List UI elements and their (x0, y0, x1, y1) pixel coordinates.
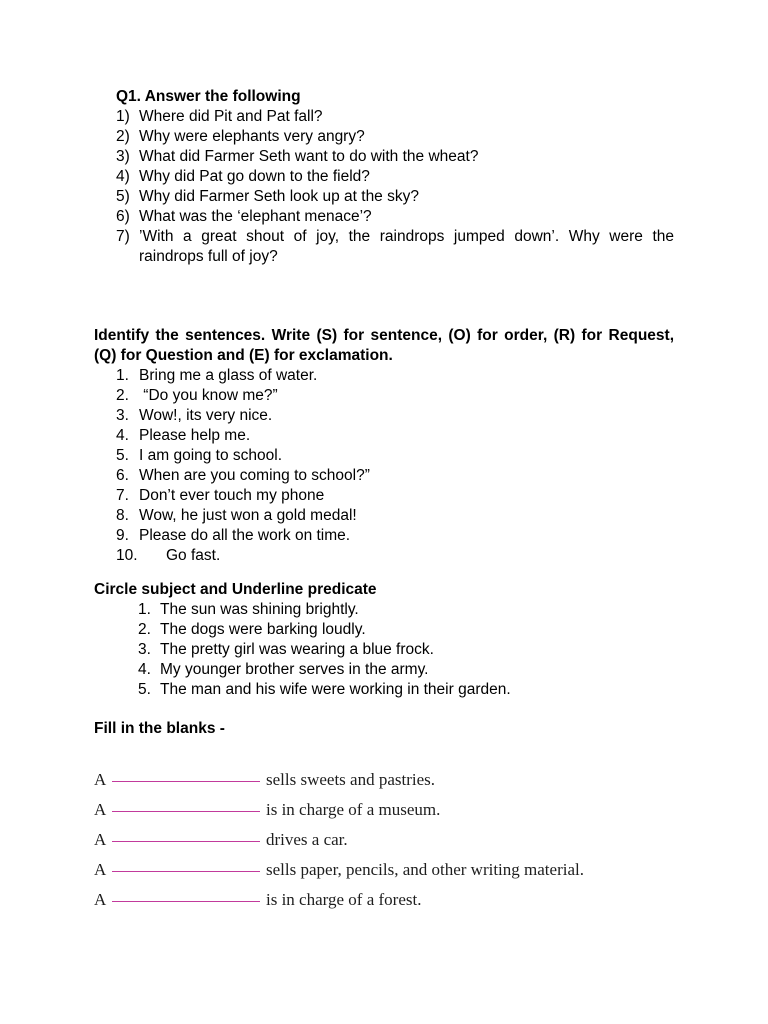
item-text: The man and his wife were working in their garden. (160, 681, 511, 698)
item-number: 5. (138, 681, 151, 698)
list-item (116, 227, 674, 267)
item-text: Wow!, its very nice. (139, 407, 273, 424)
item-text: The pretty girl was wearing a blue frock. (160, 641, 434, 658)
item-text: What did Farmer Seth want to do with the wheat? (139, 148, 479, 165)
blank-line (112, 810, 260, 812)
questions-list (116, 107, 674, 267)
item-text: sells paper, pencils, and other writing material. (266, 860, 584, 879)
item-number: 7) (116, 228, 130, 245)
item-text: “Do you know me?” (139, 387, 278, 404)
fill-item (94, 885, 694, 915)
item-number: 4. (138, 661, 151, 678)
list-item (116, 366, 674, 386)
item-text: is in charge of a museum. (266, 800, 441, 819)
list-item (116, 466, 674, 486)
questions-heading: Q1. Answer the following (116, 88, 301, 105)
list-item (116, 446, 674, 466)
item-number: 6) (116, 208, 130, 225)
item-text: Why were elephants very angry? (139, 128, 365, 145)
item-article: A (94, 890, 107, 909)
item-text: What was the ‘elephant menace’? (139, 208, 372, 225)
item-text: Bring me a glass of water. (139, 367, 318, 384)
item-text: Please help me. (139, 427, 251, 444)
item-text: I am going to school. (139, 447, 283, 464)
circle-heading: Circle subject and Underline predicate (94, 581, 377, 598)
item-text: Wow, he just won a gold medal! (139, 507, 357, 524)
item-number: 7. (116, 487, 129, 504)
identify-list (116, 366, 674, 566)
list-item (116, 486, 674, 506)
item-text: Don’t ever touch my phone (139, 487, 325, 504)
fill-list (94, 765, 694, 915)
item-number: 1) (116, 108, 130, 125)
list-item (116, 187, 674, 207)
item-text: My younger brother serves in the army. (160, 661, 429, 678)
item-number: 4. (116, 427, 129, 444)
item-number: 3. (138, 641, 151, 658)
item-article: A (94, 860, 107, 879)
circle-list (138, 600, 674, 700)
blank-line (112, 840, 260, 842)
list-item (138, 600, 674, 620)
blank-line (112, 780, 260, 782)
list-item (138, 680, 674, 700)
item-text: Why did Farmer Seth look up at the sky? (139, 188, 419, 205)
list-item (116, 207, 674, 227)
item-text: Please do all the work on time. (139, 527, 351, 544)
item-text: Why did Pat go down to the field? (139, 168, 370, 185)
blank-line (112, 900, 260, 902)
list-item (116, 127, 674, 147)
list-item (116, 167, 674, 187)
list-item (116, 546, 674, 566)
fill-heading: Fill in the blanks - (94, 720, 225, 737)
item-text: The sun was shining brightly. (160, 601, 359, 618)
list-item (116, 147, 674, 167)
item-text: Where did Pit and Pat fall? (139, 108, 323, 125)
item-article: A (94, 770, 107, 789)
item-text: When are you coming to school?” (139, 467, 370, 484)
item-number: 3. (116, 407, 129, 424)
item-number: 1. (138, 601, 151, 618)
item-text: Go fast. (166, 547, 221, 564)
blank-line (112, 870, 260, 872)
list-item (116, 526, 674, 546)
list-item (116, 406, 674, 426)
list-item (138, 620, 674, 640)
item-article: A (94, 830, 107, 849)
item-text: sells sweets and pastries. (266, 770, 436, 789)
identify-section (94, 326, 674, 566)
item-number: 3) (116, 148, 130, 165)
item-text: is in charge of a forest. (266, 890, 422, 909)
item-text: drives a car. (266, 830, 348, 849)
item-number: 1. (116, 367, 129, 384)
item-number: 2. (116, 387, 129, 404)
item-text: The dogs were barking loudly. (160, 621, 366, 638)
list-item (116, 386, 674, 406)
list-item (116, 426, 674, 446)
item-number: 4) (116, 168, 130, 185)
item-number: 5) (116, 188, 130, 205)
item-number: 10. (116, 547, 138, 564)
item-number: 6. (116, 467, 129, 484)
circle-section (94, 580, 674, 700)
item-text: ’With a great shout of joy, the raindrops jumped down’. Why were the raindrops full of joy? (139, 228, 674, 265)
item-article: A (94, 800, 107, 819)
questions-section (116, 87, 674, 267)
list-item (116, 107, 674, 127)
fill-item (94, 765, 694, 795)
identify-heading: Identify the sentences. Write (S) for sentence, (O) for order, (R) for Request, (Q) for Question and (E) for exclamation. (94, 327, 674, 364)
item-number: 8. (116, 507, 129, 524)
list-item (138, 660, 674, 680)
fill-item (94, 825, 694, 855)
list-item (138, 640, 674, 660)
list-item (116, 506, 674, 526)
fill-item (94, 795, 694, 825)
item-number: 9. (116, 527, 129, 544)
item-number: 2) (116, 128, 130, 145)
fill-item (94, 855, 694, 885)
fill-section (94, 719, 674, 739)
item-number: 2. (138, 621, 151, 638)
item-number: 5. (116, 447, 129, 464)
